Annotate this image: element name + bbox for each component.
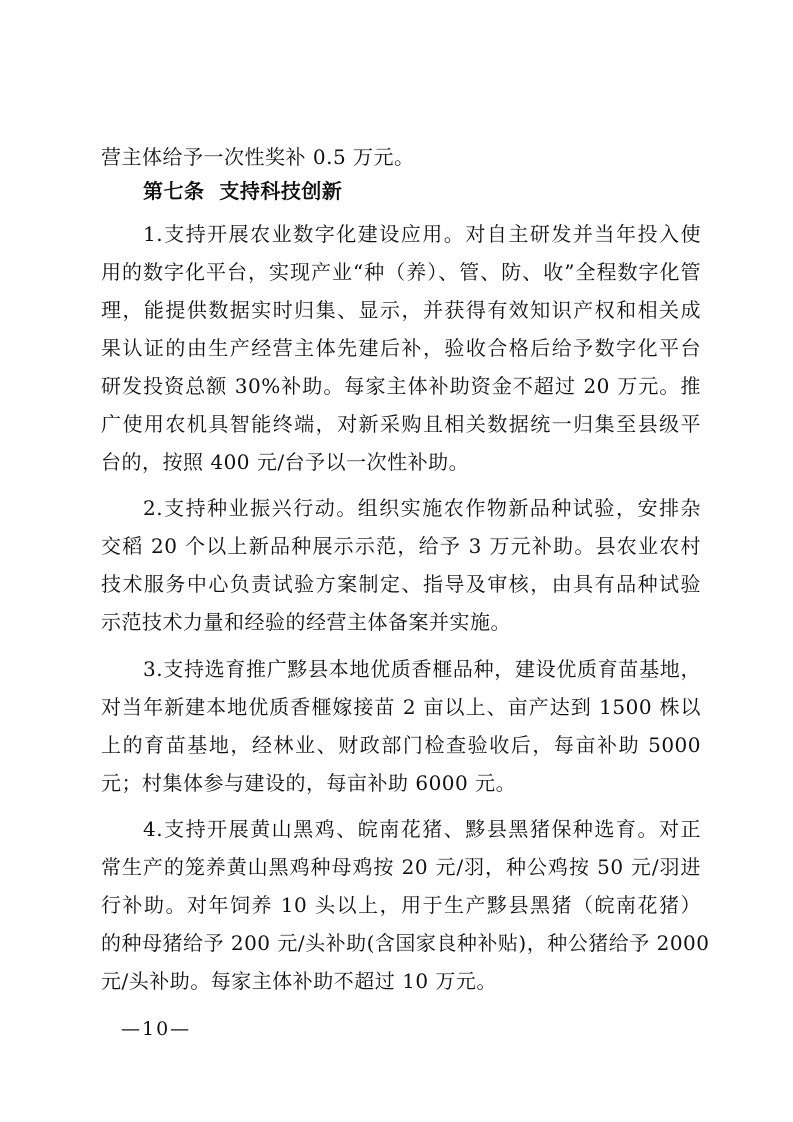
paragraph-3-line: 3.支持选育推广黟县本地优质香榧品种，建设优质育苗基地， bbox=[143, 657, 701, 681]
paragraph-2-line: 技术服务中心负责试验方案制定、指导及审核，由具有品种试验 bbox=[101, 572, 701, 596]
text-line-continuation: 营主体给予一次性奖补 0.5 万元。 bbox=[101, 145, 415, 169]
paragraph-1-line: 果认证的由生产经营主体先建后补，验收合格后给予数字化平台 bbox=[101, 336, 701, 360]
paragraph-1-line: 1.支持开展农业数字化建设应用。对自主研发并当年投入使 bbox=[143, 222, 701, 246]
paragraph-4-line: 4.支持开展黄山黑鸡、皖南花猪、黟县黑猪保种选育。对正 bbox=[143, 817, 701, 841]
paragraph-4-line: 的种母猪给予 200 元/头补助(含国家良种补贴)，种公猪给予 2000 bbox=[101, 931, 710, 955]
paragraph-1-line: 研发投资总额 30%补助。每家主体补助资金不超过 20 万元。推 bbox=[101, 374, 701, 398]
paragraph-4-line: 常生产的笼养黄山黑鸡种母鸡按 20 元/羽，种公鸡按 50 元/羽进 bbox=[101, 855, 701, 879]
page-number: —10— bbox=[121, 1018, 192, 1040]
paragraph-1-line: 理，能提供数据实时归集、显示，并获得有效知识产权和相关成 bbox=[101, 298, 701, 322]
paragraph-4-line: 元/头补助。每家主体补助不超过 10 万元。 bbox=[101, 969, 497, 993]
paragraph-1-line: 广使用农机具智能终端，对新采购且相关数据统一归集至县级平 bbox=[101, 412, 701, 436]
paragraph-1-line: 用的数字化平台，实现产业“种（养）、管、防、收”全程数字化管 bbox=[101, 260, 701, 284]
article-heading: 第七条 支持科技创新 bbox=[143, 179, 343, 203]
paragraph-3-line: 上的育苗基地，经林业、财政部门检查验收后，每亩补助 5000 bbox=[101, 733, 701, 757]
paragraph-3-line: 元；村集体参与建设的，每亩补助 6000 元。 bbox=[101, 771, 517, 795]
paragraph-3-line: 对当年新建本地优质香榧嫁接苗 2 亩以上、亩产达到 1500 株以 bbox=[101, 695, 701, 719]
paragraph-4-line: 行补助。对年饲养 10 头以上，用于生产黟县黑猪（皖南花猪） bbox=[101, 893, 701, 917]
paragraph-1-line: 台的，按照 400 元/台予以一次性补助。 bbox=[101, 450, 470, 474]
paragraph-2-line: 2.支持种业振兴行动。组织实施农作物新品种试验，安排杂 bbox=[143, 496, 701, 520]
paragraph-2-line: 交稻 20 个以上新品种展示示范，给予 3 万元补助。县农业农村 bbox=[101, 534, 701, 558]
paragraph-2-line: 示范技术力量和经验的经营主体备案并实施。 bbox=[101, 610, 511, 634]
